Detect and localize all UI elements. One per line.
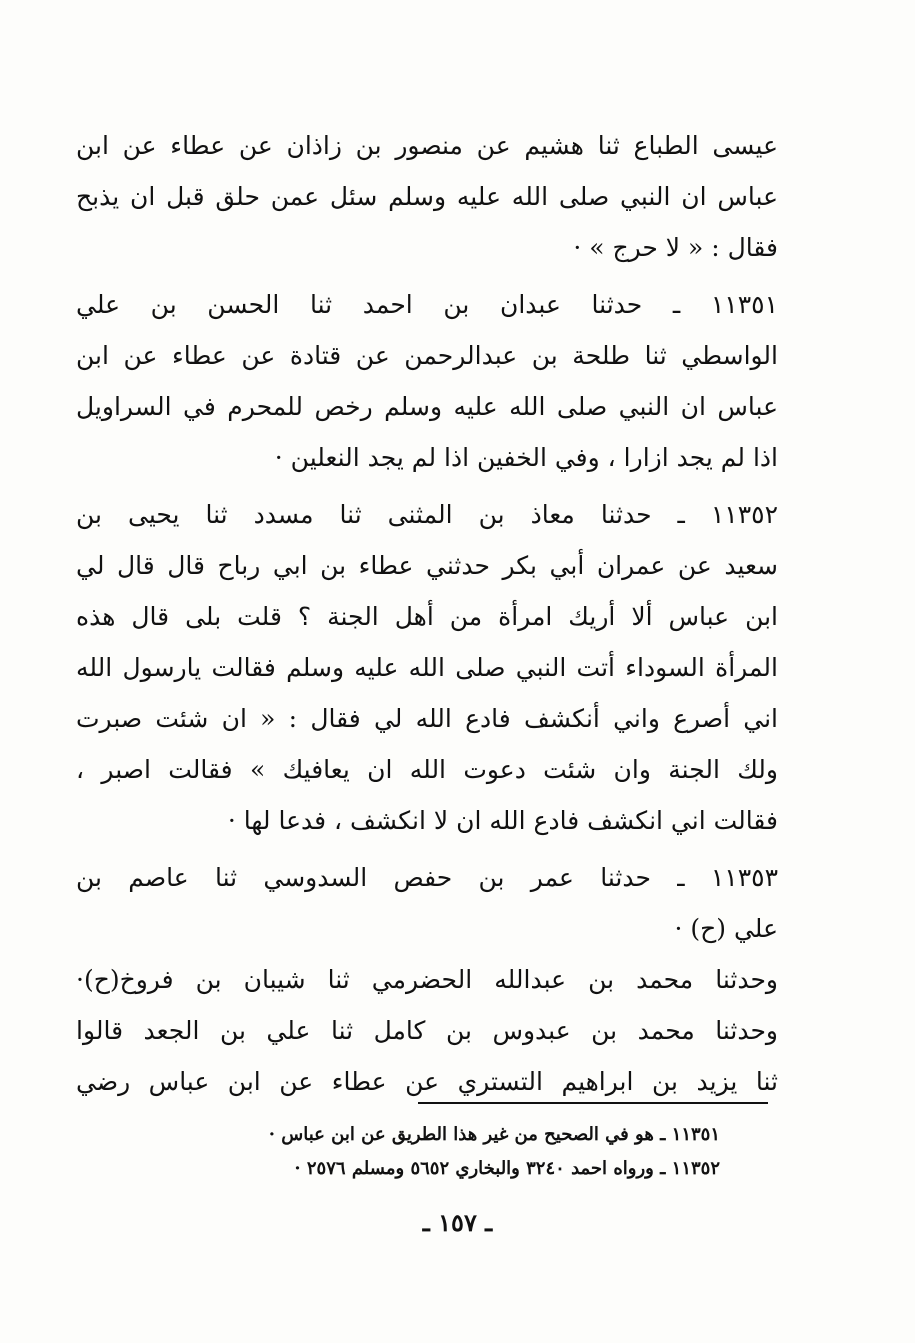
footnote-11352: ١١٣٥٢ ـ ورواه احمد ٣٢٤٠ والبخاري ٥٦٥٢ ومسلم ٢٥٧٦ · xyxy=(294,1158,720,1179)
text-line: اني أصرع واني أنكشف فادع الله لي فقال : « ان شئت صبرت xyxy=(76,704,778,733)
text-line: عباس ان النبي صلى الله عليه وسلم رخص للمحرم في السراويل xyxy=(76,392,778,421)
text-line: عيسى الطباع ثنا هشيم عن منصور بن زاذان عن عطاء عن ابن xyxy=(76,131,778,160)
hadith-11351-start: ١١٣٥١ ـ حدثنا عبدان بن احمد ثنا الحسن بن علي xyxy=(76,290,778,319)
text-line: ولك الجنة وان شئت دعوت الله ان يعافيك » فقالت اصبر ، xyxy=(76,755,778,784)
footnote-11351: ١١٣٥١ ـ هو في الصحيح من غير هذا الطريق عن ابن عباس · xyxy=(268,1124,720,1145)
text-line: عباس ان النبي صلى الله عليه وسلم سئل عمن حلق قبل ان يذبح xyxy=(76,182,778,211)
main-text xyxy=(76,120,778,1107)
page-number: ـ ١٥٧ ـ xyxy=(422,1208,493,1237)
footnotes xyxy=(150,1118,720,1186)
text-line: فقالت اني انكشف فادع الله ان لا انكشف ، فدعا لها · xyxy=(227,806,778,835)
text-line: سعيد عن عمران أبي بكر حدثني عطاء بن ابي رباح قال قال لي xyxy=(76,551,778,580)
hadith-11353-start: ١١٣٥٣ ـ حدثنا عمر بن حفص السدوسي ثنا عاصم بن xyxy=(76,863,778,892)
hadith-11352-start: ١١٣٥٢ ـ حدثنا معاذ بن المثنى ثنا مسدد ثنا يحيى بن xyxy=(76,500,778,529)
text-line: علي (ح) · xyxy=(674,914,778,943)
footnote-divider xyxy=(418,1102,768,1104)
text-line: ابن عباس ألا أريك امرأة من أهل الجنة ؟ قلت بلى قال هذه xyxy=(76,602,778,631)
text-line: اذا لم يجد ازارا ، وفي الخفين اذا لم يجد النعلين · xyxy=(274,443,778,472)
text-line: وحدثنا محمد بن عبدالله الحضرمي ثنا شيبان بن فروخ(ح)· xyxy=(76,965,778,994)
text-line: فقال : « لا حرج » · xyxy=(573,233,778,262)
text-line: وحدثنا محمد بن عبدوس بن كامل ثنا علي بن الجعد قالوا xyxy=(76,1016,778,1045)
text-line: الواسطي ثنا طلحة بن عبدالرحمن عن قتادة عن عطاء عن ابن xyxy=(76,341,778,370)
text-line: ثنا يزيد بن ابراهيم التستري عن عطاء عن ابن عباس رضي xyxy=(76,1067,778,1096)
text-line: المرأة السوداء أتت النبي صلى الله عليه وسلم فقالت يارسول الله xyxy=(76,653,778,682)
